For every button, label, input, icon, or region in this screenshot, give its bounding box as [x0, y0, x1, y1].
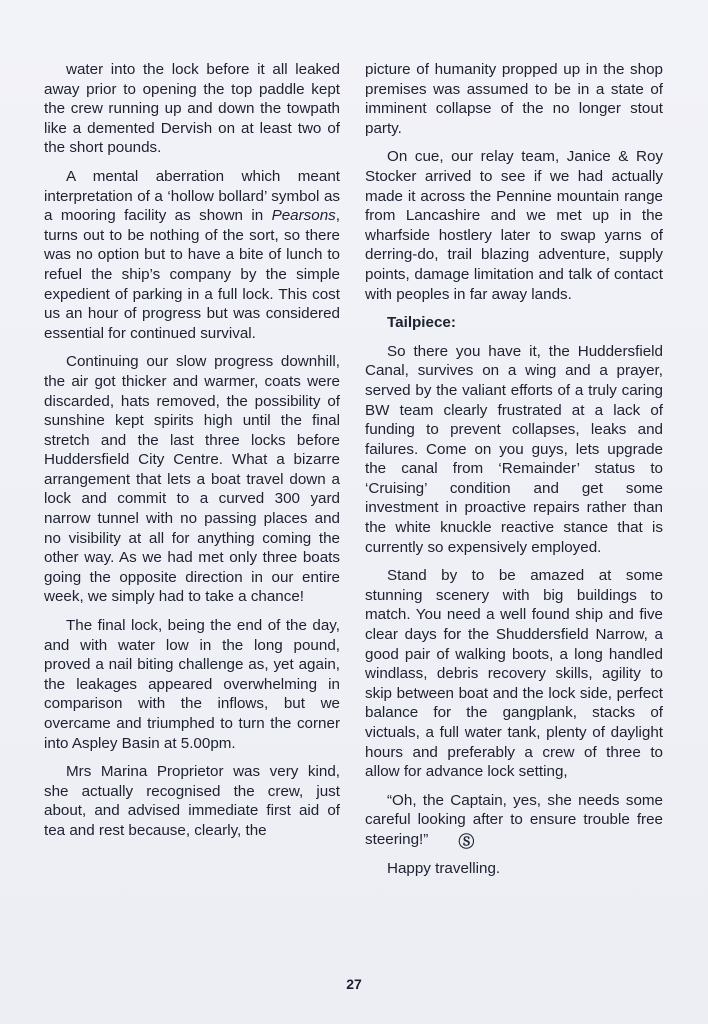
right-column: [365, 60, 663, 887]
paragraph: Mrs Marina Proprietor was very kind, she actually recognised the crew, just about, and advised immediate first aid of tea and rest because, clearly, the: [44, 763, 340, 839]
paragraph: [44, 167, 340, 343]
paragraph: [365, 791, 663, 850]
left-column: [44, 60, 340, 850]
section-heading: Tailpiece:: [387, 314, 456, 332]
page-number: 27: [346, 976, 362, 992]
italic-title: Pearsons: [271, 207, 336, 225]
paragraph-text: , turns out to be nothing of the sort, so there was no option but to have a bite of lunch to refuel the ship’s company by the simple expedient of parking in a full lock. This cost us an hour of progress but was considered essential for continued survival.: [44, 207, 340, 342]
closing-line: Happy travelling.: [387, 859, 501, 877]
paragraph: So there you have it, the Huddersfield Canal, survives on a wing and a prayer, served by the valiant efforts of a truly caring BW team clearly frustrated at a lack of funding to prevent collapses, leaks and failures. Come on you guys, lets upgrade the canal from ‘Remainder’ status to ‘Cruising’ condition and get some investment in proactive repairs rather than the white knuckle reactive stance that is currently so expensively employed.: [365, 342, 663, 556]
paragraph: water into the lock before it all leaked away prior to opening the top paddle kept the crew running up and down the towpath like a demented Dervish on at least two of the short pounds.: [44, 61, 340, 157]
quote-text: “Oh, the Captain, yes, she needs some careful looking after to ensure trouble free steering!”: [365, 791, 663, 848]
paragraph: The final lock, being the end of the day, and with water low in the long pound, proved a nail biting challenge as, yet again, the leakages appeared overwhelming in comparison with the inflows, but we overcame and triumphed to turn the corner into Aspley Basin at 5.00pm.: [44, 617, 340, 752]
signature-logo-icon: Ⓢ: [458, 831, 475, 851]
paragraph: On cue, our relay team, Janice & Roy Stocker arrived to see if we had actually made it across the Pennine mountain range from Lancashire and we met up in the wharfside hostlery later to swap yarns of derring-do, trail blazing adventure, supply points, damage limitation and talk of contact with peoples in far away lands.: [365, 148, 663, 303]
paragraph: Continuing our slow progress downhill, the air got thicker and warmer, coats were discarded, hats removed, the possibility of sunshine kept spirits high until the final stretch and the last three locks before Huddersfield City Centre. What a bizarre arrangement that lets a boat travel down a lock and commit to a curved 300 yard narrow tunnel with no passing places and no visibility at all for anything coming the other way. As we had met only three boats going the opposite direction in our entire week, we simply had to take a chance!: [44, 353, 340, 606]
paragraph: Stand by to be amazed at some stunning scenery with big buildings to match. You need a well found ship and five clear days for the Shuddersfield Narrow, a good pair of walking boots, a long handled windlass, debris recovery skills, agility to skip between boat and the lock side, perfect balance for the gangplank, stacks of victuals, a full water tank, plenty of daylight hours and preferably a crew of three to allow for advance lock setting,: [365, 567, 663, 781]
paragraph: picture of humanity propped up in the shop premises was assumed to be in a state of imminent collapse of the no longer stout party.: [365, 61, 663, 137]
paragraph-text: A mental aberration which meant interpretation of a ‘hollow bollard’ symbol as a mooring facility as shown in: [44, 167, 340, 225]
